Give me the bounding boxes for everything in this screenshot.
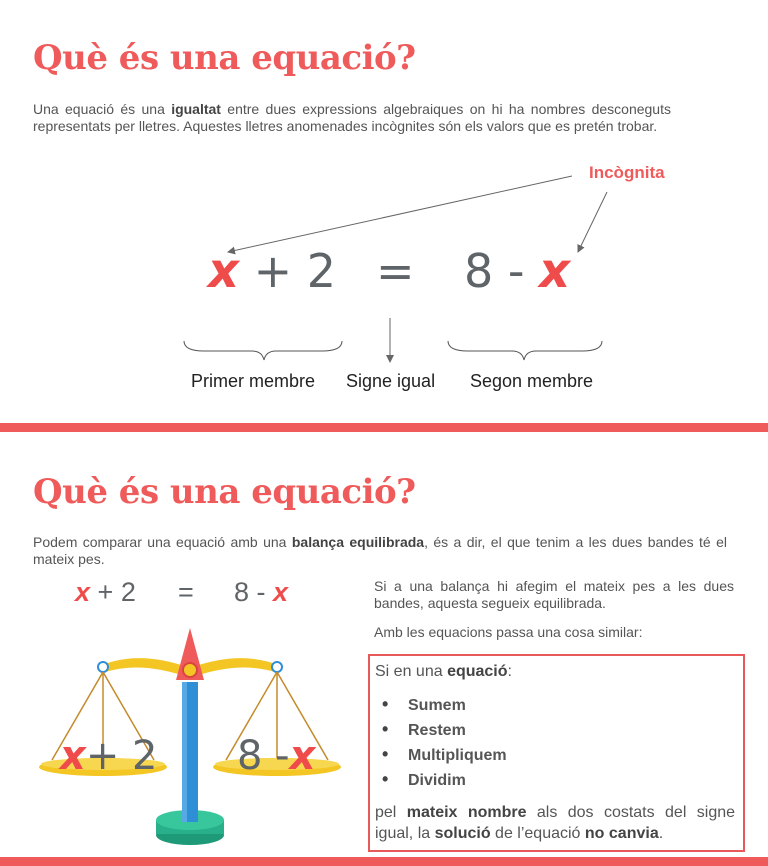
equation-left: x + 2 [208, 243, 337, 299]
intro-paragraph: Una equació és una igualtat entre dues expressions algebraiques on hi ha nombres desconeguts representats per lletres. Aquestes lletres anomenades incògnites són els valors que es pretén trobar. [33, 101, 671, 134]
page-title: Què és una equació? [33, 38, 416, 78]
small-equation-left: x + 2 [75, 577, 136, 607]
similar-statement: Amb les equacions passa una cosa similar: [374, 624, 643, 640]
first-member-brace [184, 341, 342, 360]
scale-left-expression: x+ 2 [60, 733, 158, 779]
rule-box-conclusion: pel mateix nombre als dos costats del signe igual, la solució de l’equació no canvia. [375, 804, 736, 842]
section-divider-bottom [0, 857, 768, 866]
arrow-to-right-x [578, 192, 607, 252]
rule-box-intro: Si en una equació: [375, 663, 512, 680]
list-item: • Sumem [382, 694, 466, 714]
equation-right: 8 - x [464, 243, 571, 299]
operations-list [382, 692, 507, 792]
second-member-brace [448, 341, 602, 360]
equation-equals: = [376, 244, 415, 298]
small-equation-equals: = [178, 577, 194, 607]
arrow-to-left-x [228, 176, 572, 252]
small-equation-right: 8 - x [234, 577, 289, 607]
first-member-label: Primer membre [191, 371, 316, 391]
scale-right-expression: 8 -x [237, 733, 316, 779]
annotation-arrows [0, 0, 768, 420]
section-divider-top [0, 423, 768, 432]
list-item: • Multipliquem [382, 744, 507, 764]
scale-explanation: Si a una balança hi afegim el mateix pes a les dues bandes, aquesta segueix equilibrada. [374, 578, 734, 611]
incognita-label: Incògnita [589, 163, 665, 182]
list-item: • Dividim [382, 769, 466, 789]
equal-sign-label: Signe igual [346, 371, 436, 391]
balance-paragraph: Podem comparar una equació amb una balança equilibrada, és a dir, el que tenim a les dues bandes té el mateix pes. [33, 534, 727, 567]
rule-box [368, 654, 745, 852]
second-member-label: Segon membre [470, 371, 594, 391]
list-item: • Restem [382, 719, 466, 739]
section2-title: Què és una equació? [33, 472, 416, 512]
